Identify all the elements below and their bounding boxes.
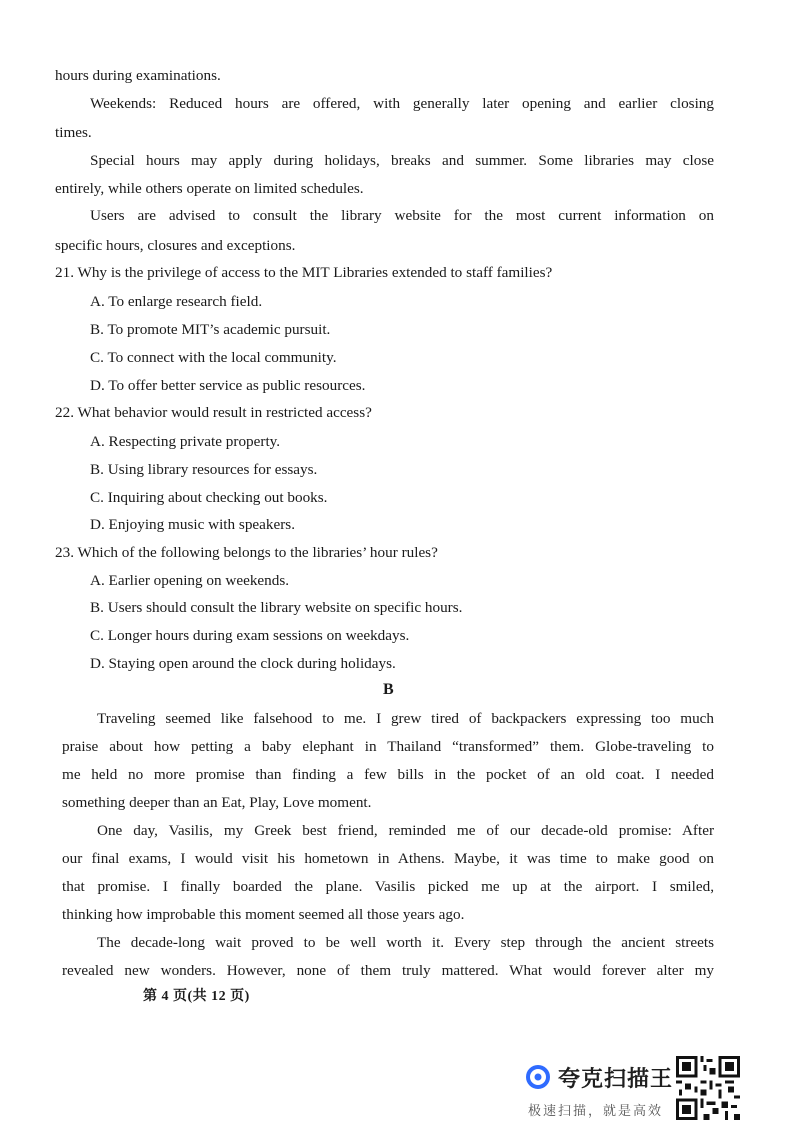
passage-line: revealed new wonders. However, none of them truly mattered. What would forever alter my <box>62 962 714 979</box>
passage-line: One day, Vasilis, my Greek best friend, reminded me of our decade-old promise: After <box>97 822 714 839</box>
question-option: D. To offer better service as public resources. <box>90 377 366 394</box>
passage-line: our final exams, I would visit his hometown in Athens. Maybe, it was time to make good on <box>62 850 714 867</box>
passage-line: entirely, while others operate on limited schedules. <box>55 180 364 197</box>
page-number: 第 4 页(共 12 页) <box>143 989 250 1004</box>
question-option: C. Inquiring about checking out books. <box>90 489 328 506</box>
passage-line: that promise. I finally boarded the plane. Vasilis picked me up at the airport. I smiled, <box>62 878 714 895</box>
passage-line: Weekends: Reduced hours are offered, with generally later opening and earlier closing <box>90 95 714 112</box>
question-option: D. Staying open around the clock during holidays. <box>90 655 396 672</box>
question-option: A. Respecting private property. <box>90 433 281 450</box>
passage-line: something deeper than an Eat, Play, Love moment. <box>62 794 372 811</box>
question-option: A. Earlier opening on weekends. <box>90 572 290 589</box>
passage-line: specific hours, closures and exceptions. <box>55 237 296 254</box>
question-stem: 23. Which of the following belongs to the libraries’ hour rules? <box>55 544 438 561</box>
question-option: B. Users should consult the library website on specific hours. <box>90 599 463 616</box>
question-option: B. Using library resources for essays. <box>90 461 318 478</box>
section-heading: B <box>383 681 394 698</box>
watermark-title: 夸克扫描王 <box>558 1067 674 1092</box>
watermark-subtitle: 极速扫描，就是高效 <box>528 1104 664 1119</box>
qr-code-icon <box>676 1056 740 1120</box>
passage-line: Traveling seemed like falsehood to me. I grew tired of backpackers expressing too much <box>97 710 714 727</box>
scanner-logo-icon <box>526 1065 550 1089</box>
question-option: C. Longer hours during exam sessions on weekdays. <box>90 627 410 644</box>
passage-line: The decade-long wait proved to be well worth it. Every step through the ancient streets <box>97 934 714 951</box>
question-stem: 22. What behavior would result in restricted access? <box>55 404 372 421</box>
question-option: D. Enjoying music with speakers. <box>90 516 296 533</box>
passage-line: me held no more promise than finding a few bills in the pocket of an old coat. I needed <box>62 766 714 783</box>
question-option: C. To connect with the local community. <box>90 349 337 366</box>
passage-line: Special hours may apply during holidays, breaks and summer. Some libraries may close <box>90 152 714 169</box>
passage-line: Users are advised to consult the library website for the most current information on <box>90 207 714 224</box>
question-option: A. To enlarge research field. <box>90 293 263 310</box>
passage-line: thinking how improbable this moment seemed all those years ago. <box>62 906 465 923</box>
passage-line: hours during examinations. <box>55 67 221 84</box>
question-stem: 21. Why is the privilege of access to the MIT Libraries extended to staff families? <box>55 264 553 281</box>
passage-line: praise about how petting a baby elephant in Thailand “transformed” them. Globe-traveling to <box>62 738 714 755</box>
passage-line: times. <box>55 124 92 141</box>
question-option: B. To promote MIT’s academic pursuit. <box>90 321 331 338</box>
